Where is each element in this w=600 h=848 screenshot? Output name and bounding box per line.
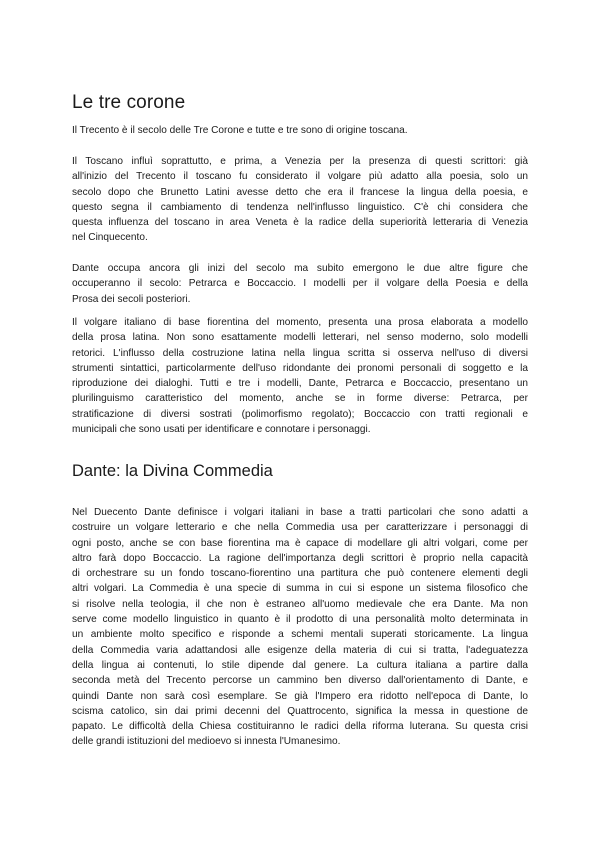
text-line: scisma catolico, sin dai primi decenni del Quattrocento, significa la messa in questione de	[72, 705, 528, 717]
text-line: ogni posto, anche se con base fiorentina ma è capace di modellare gli altri volgari, come per	[72, 537, 528, 549]
text-line: Il volgare italiano di base fiorentina del momento, presenta una prosa elaborata a modello	[72, 317, 528, 328]
text-line: altri volgari. La Commedia è una specie di summa in cui si espone un sistema filosofico che	[72, 583, 528, 595]
text-line: seconda metà del Trecento percorse un cammino ben diverso dall'orientamento di Dante, e	[72, 675, 528, 687]
text-line: all'inizio del Trecento il toscano fu considerato il volgare più adatto alla poesia, solo un	[72, 171, 528, 183]
text-line: Il Trecento è il secolo delle Tre Corone e tutte e tre sono di origine toscana.	[72, 125, 408, 136]
text-line: occuperanno il secolo: Petrarca e Boccaccio. I modelli per il volgare della Poesia e della	[72, 278, 528, 290]
text-line: un ambiente molto specifico e risponde a schemi mentali superati storicamente. La lingua	[72, 629, 528, 641]
text-line: Il Toscano influì soprattutto, e prima, a Venezia per la presenza di questi scrittori: già	[72, 156, 528, 167]
paragraph-volgare-fiorentino	[72, 315, 528, 437]
text-line: della prosa latina. Non sono esattamente modelli letterari, nel senso moderno, solo modelli	[72, 332, 528, 344]
paragraph-toscano-venezia	[72, 154, 528, 246]
text-line: Dante occupa ancora gli inizi del secolo ma subito emergono le due altre figure che	[72, 263, 528, 274]
text-line: Nel Duecento Dante definisce i volgari italiani in base a tratti particolari che sono adatti a	[72, 507, 528, 518]
text-line: riproduzione dei dialoghi. Tutti e tre i modelli, Dante, Petrarca e Boccaccio, presentano un	[72, 378, 528, 390]
text-line: nel Cinquecento.	[72, 232, 148, 244]
text-line: di orchestrare su un fondo toscano-fiorentino una partitura che può contenere elementi degli	[72, 568, 528, 580]
text-line: retorici. L'influsso della costruzione latina nella lingua scritta si osserva nell'uso di diversi	[72, 347, 528, 359]
text-line: questa influenza del toscano in area Veneta è la radice della superiorità letteraria di Venezia	[72, 217, 528, 229]
page-title: Le tre corone	[72, 92, 186, 113]
text-line: plurilinguismo caratteristico del momento, anche se in forme diverse: Petrarca, per	[72, 393, 528, 405]
paragraph-intro	[72, 123, 528, 138]
text-line: delle grandi istituzioni del medioevo si innesta l'Umanesimo.	[72, 736, 341, 748]
text-line: Prosa dei secoli posteriori.	[72, 293, 191, 305]
text-line: della Commedia varia adattandosi alle esigenze della materia di cui si tratta, l'adeguatezza	[72, 644, 528, 656]
text-line: papato. Le difficoltà della Chiesa costituiranno le radici della riforma luterana. Su questa crisi	[72, 721, 528, 733]
text-line: secolo dopo che Brunetto Latini avesse detto che era il francese la lingua della poesia, e	[72, 186, 528, 198]
text-line: altro farà dopo Boccaccio. La ragione dell'importanza degli scrittori è proprio nella capacità	[72, 552, 528, 564]
text-line: strumenti sintattici, particolarmente dell'uso ridondante dei pronomi personali di soggetto e la	[72, 362, 528, 374]
paragraph-divina-commedia	[72, 505, 528, 750]
text-line: della lingua ai contenuti, lo stile dipende dal genere. La cultura italiana a partire dalla	[72, 659, 528, 671]
section-heading: Dante: la Divina Commedia	[72, 462, 273, 480]
text-line: si risolve nella teologia, il che non è estraneo all'uomo medievale che era Dante. Ma non	[72, 598, 528, 610]
text-line: questo segna il cambiamento di tendenza nell'influsso linguistico. C'è chi considera che	[72, 201, 528, 213]
text-line: municipali che sono usati per identificare e connotare i personaggi.	[72, 424, 371, 436]
text-line: costruire un volgare letterario e che nella Commedia usa per caratterizzare i personaggi di	[72, 522, 528, 534]
paragraph-dante-petrarca-boccaccio	[72, 261, 528, 307]
text-line: quindi Dante non sarà così esemplare. Se già l'Impero era ridotto nell'epoca di Dante, lo	[72, 690, 528, 702]
text-line: stratificazione di diversi sostrati (polimorfismo regolato); Boccaccio con tratti regionali e	[72, 408, 528, 420]
text-line: serve come modello linguistico in quanto è il prodotto di una personalità molto determinata in	[72, 614, 528, 626]
